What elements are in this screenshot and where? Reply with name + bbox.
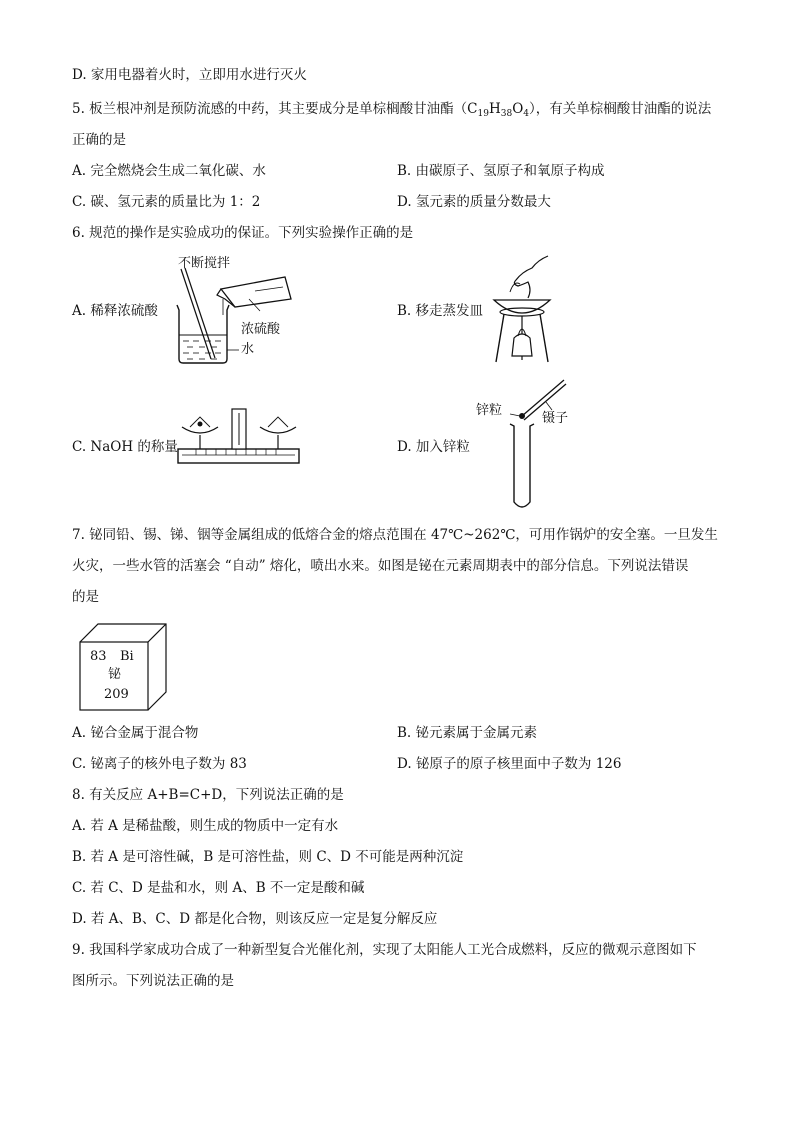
- question-8-stem: 8. 有关反应 A+B=C+D，下列说法正确的是: [72, 787, 344, 803]
- label-stir: 不断搅拌: [178, 256, 231, 271]
- question-7-stem-line2: 火灾，一些水管的活塞会 “自动” 熔化，喷出水来。如图是铋在元素周期表中的部分信息。下列说法错误: [72, 558, 689, 574]
- beaker-pouring-illustration: [165, 255, 300, 375]
- q7-option-b: B. 铋元素属于金属元素: [397, 725, 538, 741]
- question-5-stem-line2: 正确的是: [72, 132, 126, 148]
- figure-evaporating-dish: [488, 250, 558, 370]
- q5-o: O: [512, 101, 524, 117]
- q5-option-d: D. 氢元素的质量分数最大: [397, 194, 551, 210]
- q7-option-a: A. 铋合金属于混合物: [72, 725, 199, 741]
- q6-option-a: A. 稀释浓硫酸: [72, 303, 158, 319]
- question-6-stem: 6. 规范的操作是实验成功的保证。下列实验操作正确的是: [72, 225, 414, 241]
- balance-illustration: [176, 405, 301, 467]
- q5-sub-h: 38: [500, 109, 513, 119]
- element-atomic-number: 83: [90, 649, 107, 664]
- q7-option-d: D. 铋原子的原子核里面中子数为 126: [397, 756, 622, 772]
- q5-option-c: C. 碳、氢元素的质量比为 1：2: [72, 194, 261, 210]
- question-9-stem-line2: 图所示。下列说法正确的是: [72, 973, 234, 989]
- element-symbol: Bi: [120, 649, 134, 664]
- q5-option-b: B. 由碳原子、氢原子和氧原子构成: [397, 163, 605, 179]
- evaporating-dish-illustration: [488, 250, 558, 370]
- q6-option-d: D. 加入锌粒: [397, 439, 470, 455]
- q6-option-c: C. NaOH 的称量: [72, 439, 178, 455]
- q7-option-c: C. 铋离子的核外电子数为 83: [72, 756, 247, 772]
- question-7-stem-line1: 7. 铋同铅、锡、锑、铟等金属组成的低熔合金的熔点范围在 47℃~262℃，可用作锅炉的安全塞。一旦发生: [72, 527, 718, 543]
- label-conc-acid: 浓硫酸: [241, 322, 281, 337]
- question-9-stem-line1: 9. 我国科学家成功合成了一种新型复合光催化剂，实现了太阳能人工光合成燃料，反应的微观示意图如下: [72, 942, 697, 958]
- q5-option-a: A. 完全燃烧会生成二氧化碳、水: [72, 163, 266, 179]
- q5-sub-c: 19: [477, 109, 489, 119]
- figure-add-zinc: [470, 376, 580, 512]
- q5-sub-o: 4: [523, 109, 530, 119]
- label-tweezers: 镊子: [542, 411, 569, 426]
- element-atomic-mass: 209: [104, 687, 129, 702]
- q8-option-c: C. 若 C、D 是盐和水，则 A、B 不一定是酸和碱: [72, 880, 365, 896]
- question-7-stem-line3: 的是: [72, 589, 99, 605]
- test-tube-tweezers-illustration: [470, 376, 580, 512]
- label-zinc: 锌粒: [476, 403, 503, 418]
- option-d-previous: D. 家用电器着火时，立即用水进行灭火: [72, 67, 307, 83]
- q8-option-a: A. 若 A 是稀盐酸，则生成的物质中一定有水: [72, 818, 339, 834]
- figure-balance: [176, 405, 301, 467]
- element-name: 铋: [108, 667, 122, 682]
- label-water: 水: [241, 342, 255, 357]
- figure-dilute-acid: [165, 255, 300, 375]
- q5-stem-post: ），有关单棕榈酸甘油酯的说法: [529, 101, 712, 117]
- q8-option-b: B. 若 A 是可溶性碱，B 是可溶性盐，则 C、D 不可能是两种沉淀: [72, 849, 464, 865]
- q6-option-b: B. 移走蒸发皿: [397, 303, 484, 319]
- q5-stem-pre: 5. 板兰根冲剂是预防流感的中药，其主要成分是单棕榈酸甘油酯（C: [72, 101, 478, 117]
- q5-h: H: [488, 101, 501, 117]
- q8-option-d: D. 若 A、B、C、D 都是化合物，则该反应一定是复分解反应: [72, 911, 438, 927]
- periodic-table-cell: [78, 622, 170, 714]
- question-5-stem-line1: [72, 100, 711, 123]
